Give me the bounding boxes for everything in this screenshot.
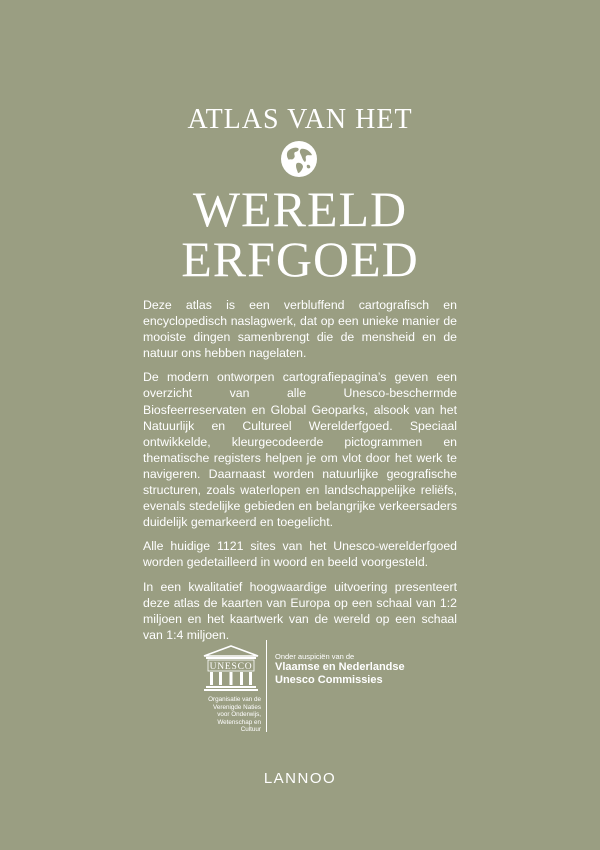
blurb-paragraph-3: Alle huidige 1121 sites van het Unesco-werelderfgoed worden gedetailleerd in woord en beeld voorgesteld. [143,539,457,570]
unesco-caption-line: Wetenschap en Cultuur [217,718,261,734]
unesco-caption-line: Verenigde Naties [213,703,261,711]
unesco-logo-lettering [208,660,254,671]
unesco-caption-line: Organisatie van de [208,696,261,703]
cover-title-line-2: ERFGOED [181,231,419,287]
svg-text:UNESCO: UNESCO [209,662,253,671]
blurb-paragraph-1: Deze atlas is een verbluffend cartografisch en encyclopedisch naslagwerk, dat op een unieke manier de mooiste dingen samenbrengt die de mensheid en de natuur ons hebben nagelaten. [143,298,457,361]
auspices-line-2: Unesco Commissies [275,674,383,686]
globe-icon [279,139,319,179]
blurb-paragraph-2: De modern ontworpen cartografiepagina’s geven een overzicht van alle Unesco-beschermde Biosfeerreservaten en Global Geoparks, alsook van het Natuurlijk en Cultureel Werelderfgoed. Speciaal ontwikkelde, kleurgecodeerde pictogrammen en thematische registers helpen je om vlot door het werk te navigeren. Daarnaast worden natuurlijke geografische structuren, zoals waterlopen en landschappelijke reliëfs, evenals stedelijke gebieden en belangrijke verkeersaders duidelijk gemarkeerd en toegelicht. [143,370,457,530]
unesco-caption-line: voor Onderwijs, [217,711,261,719]
auspices-block [275,652,475,687]
publisher-logo: LANNOO [263,770,337,787]
cover-title-line-1: WERELD [192,181,408,237]
blurb-text [143,297,457,651]
blurb-paragraph-4: In een kwalitatief hoogwaardige uitvoering presenteert deze atlas de kaarten van Europa op een schaal van 1:2 miljoen en het kaartwerk van de wereld op een schaal van 1:4 miljoen. [143,579,457,642]
divider-line [266,640,267,732]
unesco-caption [197,696,261,734]
auspices-intro: Onder auspiciën van de [275,652,355,661]
cover-subtitle: ATLAS VAN HET [187,104,413,135]
auspices-line-1: Vlaamse en Nederlandse [275,661,405,673]
